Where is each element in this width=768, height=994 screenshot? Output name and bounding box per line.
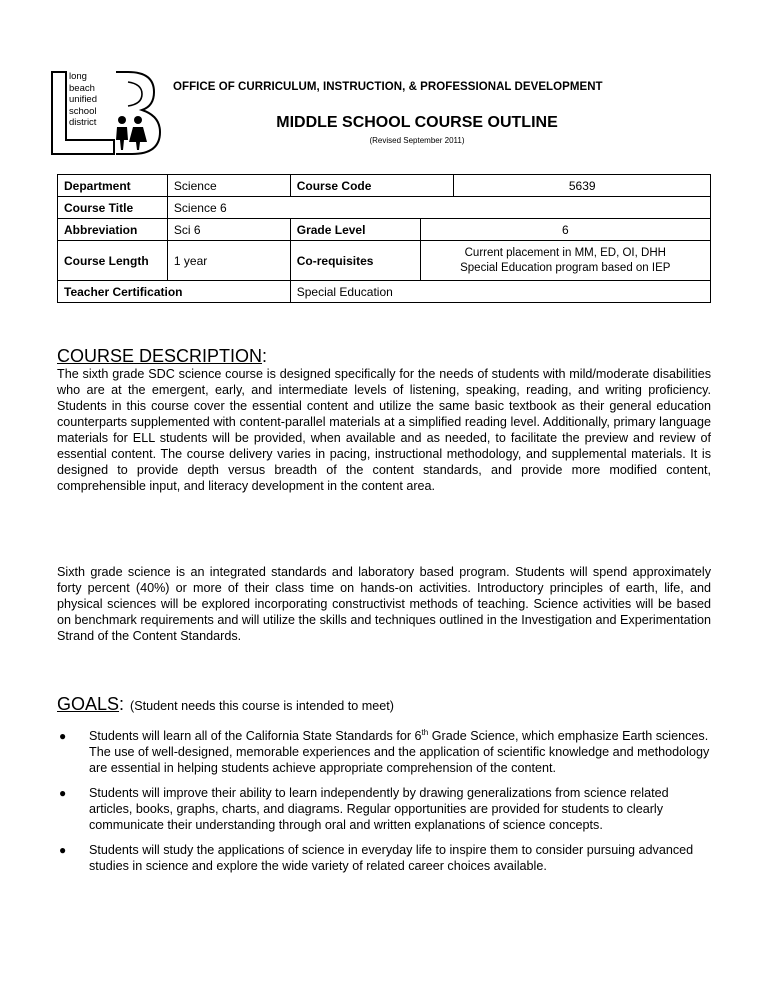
- corequisites-label: Co-requisites: [290, 241, 420, 281]
- logo-line: beach: [69, 82, 95, 94]
- description-paragraph-2: Sixth grade science is an integrated standards and laboratory based program. Students will spend approximately forty percent (40%) or more of their class time on hands-on activities. Introductory principles of earth, life, and physical sciences will be explored incorporating constructivist methods of teaching. Science activities will be based on benchmark requirements and will utilize the skills and techniques outlined in the Investigation and Experimentation Strand of the Content Standards.: [57, 565, 711, 643]
- logo-line: unified: [69, 94, 97, 105]
- grade-level-label: Grade Level: [290, 219, 420, 241]
- goal-text: Students will improve their ability to learn independently by drawing generalizations from science related articles, books, graphs, charts, and diagrams. Regular opportunities are provided for students to clearly communicate their understanding through oral and written explanations of science concepts.: [89, 786, 669, 832]
- goals-list: [57, 728, 711, 883]
- logo-line: school: [69, 105, 97, 117]
- department-value: Science: [167, 175, 290, 197]
- goal-superscript: th: [421, 727, 429, 737]
- goal-text: Students will learn all of the California State Standards for 6: [89, 729, 422, 743]
- logo-line: district: [69, 117, 97, 128]
- corequisites-line: Special Education program based on IEP: [460, 261, 671, 274]
- heading-colon: :: [262, 346, 268, 366]
- goals-heading: [57, 694, 394, 715]
- bullet-icon: ●: [59, 843, 67, 857]
- course-info-table: [57, 174, 711, 303]
- corequisites-value: [420, 241, 710, 281]
- office-heading: OFFICE OF CURRICULUM, INSTRUCTION, & PROFESSIONAL DEVELOPMENT: [173, 81, 603, 93]
- table-row: [58, 241, 711, 281]
- goals-heading-text: GOALS: [57, 694, 120, 714]
- table-row: [58, 175, 711, 197]
- list-item: [57, 728, 711, 776]
- course-code-label: Course Code: [290, 175, 454, 197]
- table-row: [58, 197, 711, 219]
- revised-date: (Revised September 2011): [369, 136, 465, 145]
- course-code-value: 5639: [454, 175, 711, 197]
- bullet-icon: ●: [59, 729, 67, 743]
- course-title-value: Science 6: [167, 197, 710, 219]
- course-length-value: 1 year: [167, 241, 290, 281]
- course-title-label: Course Title: [58, 197, 168, 219]
- list-item: [57, 842, 711, 874]
- page-title: MIDDLE SCHOOL COURSE OUTLINE: [276, 114, 558, 131]
- course-description-heading: [57, 346, 267, 367]
- abbreviation-value: Sci 6: [167, 219, 290, 241]
- course-length-label: Course Length: [58, 241, 168, 281]
- department-label: Department: [58, 175, 168, 197]
- heading-colon: :: [119, 694, 125, 714]
- teacher-certification-value: Special Education: [290, 281, 710, 303]
- table-row: [58, 219, 711, 241]
- description-paragraph-1: The sixth grade SDC science course is designed specifically for the needs of students with mild/moderate disabilities who are at the emergent, early, and intermediate levels of listening, speaking, reading, and writing proficiency. Students in this course cover the essential content and utilize the same basic textbook as their general education counterparts supplemented with content-parallel materials at a simplified reading level. Additionally, primary language materials for ELL students will be provided, when available and as needed, to facilitate the preview and review of essential content. The course delivery varies in pacing, instructional methodology, and supplemental materials. It is designed to provide depth versus breadth of the content standards, and provide more modified content, comprehensible input, and literacy development in the content area.: [57, 367, 711, 493]
- goals-subtitle: (Student needs this course is intended to meet): [130, 699, 394, 713]
- table-row: [58, 281, 711, 303]
- goal-text: Grade Science, which emphasize Earth sciences. The use of well-designed, memorable experiences and the application of scientific knowledge and methodology are essential in helping students achieve appropriate comprehension of the content.: [89, 729, 710, 775]
- grade-level-value: 6: [420, 219, 710, 241]
- teacher-certification-label: Teacher Certification: [58, 281, 291, 303]
- list-item: [57, 785, 711, 833]
- abbreviation-label: Abbreviation: [58, 219, 168, 241]
- logo-line: long: [69, 71, 87, 82]
- course-description-heading-text: COURSE DESCRIPTION: [57, 346, 263, 366]
- bullet-icon: ●: [59, 786, 67, 800]
- goal-text: Students will study the applications of science in everyday life to inspire them to consider pursuing advanced studies in science and explore the wide variety of related career choices available.: [89, 843, 694, 873]
- corequisites-line: Current placement in MM, ED, OI, DHH: [464, 246, 666, 259]
